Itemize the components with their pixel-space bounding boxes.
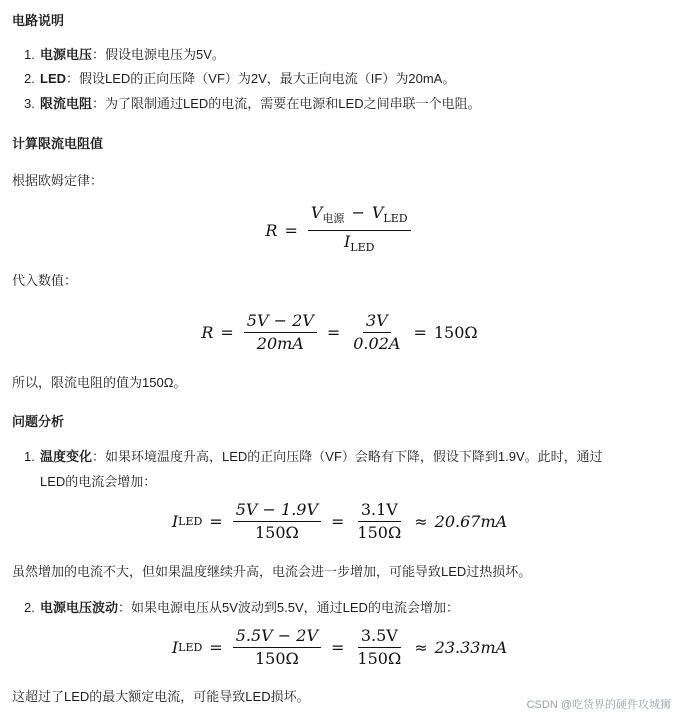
fraction: $\frac{5V - 1.9V}{150\Omega}$: [233, 501, 321, 542]
formula-resistor-value: R = $\frac{5V - 2V}{20mA}$ = $\frac{3V}{0.02A}$ = 150Ω: [201, 310, 478, 353]
watermark: CSDN @吃货界的硬件攻城狮: [526, 699, 671, 711]
fraction: $\frac{5.5V - 2V}{150\Omega}$: [233, 627, 321, 668]
fraction: $\frac{3.1V}{150\Omega}$: [357, 499, 402, 542]
section-title-calc: 计算限流电阻值: [12, 136, 104, 151]
fraction: $\frac{5V - 2V}{20mA}$: [244, 312, 317, 353]
paragraph-ohm-law: 根据欧姆定律：: [12, 173, 104, 188]
list-item: 1. 温度变化：如果环境温度升高，LED的正向压降（VF）会略有下降，假设下降到1.9V。此时，通过: [24, 449, 603, 464]
section-title-circuit: 电路说明: [12, 13, 65, 28]
fraction: $\frac{3V}{0.02A}$: [353, 310, 401, 353]
paragraph-final-note: 这超过了LED的最大额定电流，可能导致LED损坏。: [12, 689, 310, 704]
list-item: 2. 电源电压波动：如果电源电压从5V波动到5.5V，通过LED的电流会增加：: [24, 600, 459, 615]
paragraph-temp-note: 虽然增加的电流不大，但如果温度继续升高，电流会进一步增加，可能导致LED过热损坏。: [12, 564, 532, 579]
list-item-continuation: LED的电流会增加：: [40, 474, 157, 489]
section-title-analysis: 问题分析: [12, 414, 65, 429]
list-item: 2. LED：假设LED的正向压降（VF）为2V，最大正向电流（IF）为20mA。: [24, 71, 456, 86]
formula-temp-current: I LED = $\frac{5V - 1.9V}{150\Omega}$ = $\frac{3.1V}{150\Omega}$ ≈ 20.67mA: [171, 499, 508, 542]
formula-voltage-current: I LED = $\frac{5.5V - 2V}{150\Omega}$ = $\frac{3.5V}{150\Omega}$ ≈ 23.33mA: [171, 625, 508, 668]
fraction: $\frac{3.5V}{150\Omega}$: [357, 625, 402, 668]
fraction: $\frac{V_{电源} - V_{LED}}{I_{LED}}$: [308, 204, 411, 257]
list-item: 3. 限流电阻：为了限制通过LED的电流，需要在电源和LED之间串联一个电阻。: [24, 96, 481, 111]
paragraph-substitute: 代入数值：: [12, 273, 78, 288]
formula-ohm-law: R = $\frac{V_{电源} - V_{LED}}{I_{LED}}$: [0, 205, 679, 255]
list-item: 1. 电源电压：假设电源电压为5V。: [24, 47, 225, 62]
paragraph-result: 所以，限流电阻的值为150Ω。: [12, 375, 187, 390]
